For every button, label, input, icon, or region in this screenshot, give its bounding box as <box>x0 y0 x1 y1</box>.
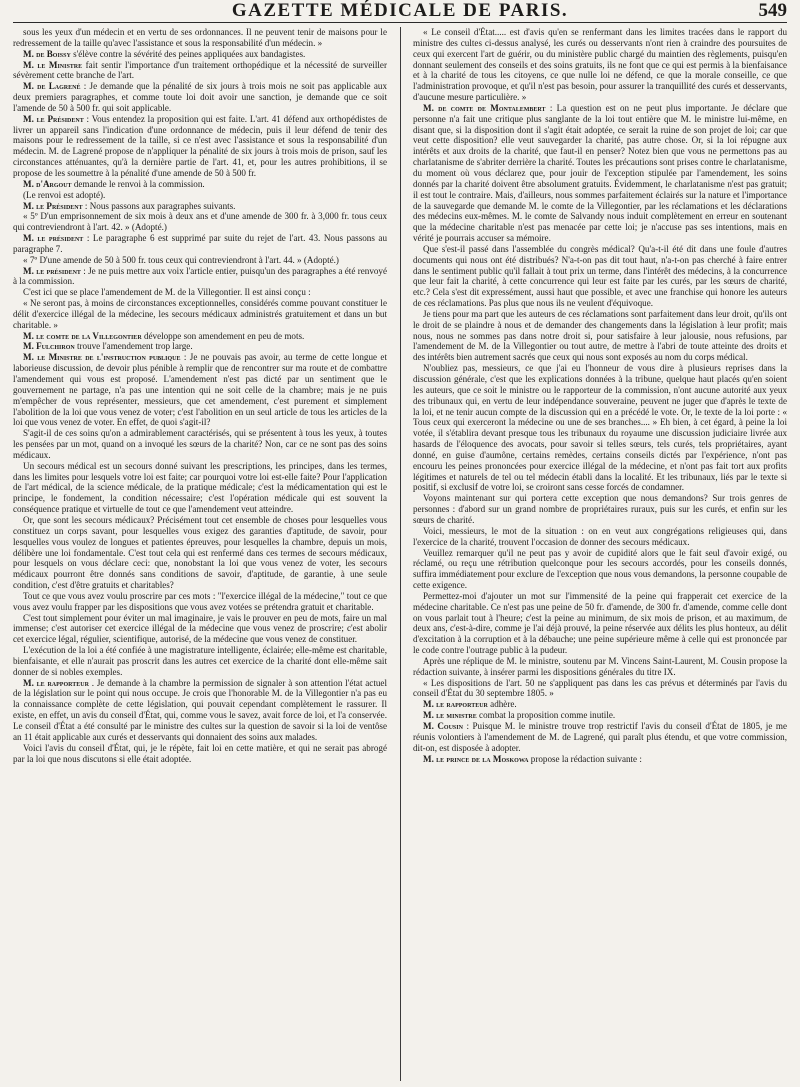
speaker-name: M. le Président <box>23 113 84 124</box>
paragraph-text: : Nous passons aux paragraphes suivants. <box>84 200 236 211</box>
paragraph-text: Veuillez remarquer qu'il ne peut pas y avoir de cupidité alors que le fait seul d'avoir exigé, ou réclamé, ou reçu une rétribution quelconque pour les secours accordés, pour les conseils donnés, suffira immédiatement pour exclure de l'exception que nous vous demandons, la personne coupable de cette exigence. <box>413 547 787 591</box>
paragraph <box>413 721 787 754</box>
paragraph <box>413 678 787 700</box>
column-divider <box>400 27 401 1081</box>
text-columns <box>13 27 787 1081</box>
paragraph-text: s'élève contre la sévérité des peines appliquées aux bandagistes. <box>73 48 306 59</box>
paragraph <box>13 678 387 743</box>
paragraph-text: Voici, messieurs, le mot de la situation : on en veut aux congrégations religieuses qui, dans l'exercice de la charité, trouvent l'occasion de donner des secours médicaux. <box>413 525 787 547</box>
paragraph-text: Permettez-moi d'ajouter un mot sur l'immensité de la peine qui frapperait cet exercice de la médecine charitable. Ce n'est pas une peine de 50 fr. d'amende, de 300 fr. d'amende, comme celle dont on vous parlait tout à l'heure; c'est la peine au minimum, de six mois de prison, et au maximum, de deux ans, c'est-à-dire, comme je l'ai déjà prouvé, la peine réservée aux délits les plus honteux, au délit d'excitation à la corruption et à la débauche; une peine supérieure même à celle qui est prononcée par le code contre l'outrage public à la pudeur. <box>413 590 787 656</box>
paragraph-text: Je tiens pour ma part que les auteurs de ces réclamations sont parfaitement dans leur droit, qu'ils ont le droit de se plaindre à nous et de demander des changements dans la législation à leur profit; mais nous, nous ne sommes pas dans notre droit si, pour satisfaire à leur jalousie, nous refusions, par l'amendement de M. de la Villegontier ou tout autre, de mettre à l'abri de toute atteinte des droits et des intérêts bien autrement sacrés que ceux qui nous sont exposés au nom du corps médical. <box>413 308 787 363</box>
paragraph-text: . Je demande à la chambre la permission de signaler à son attention l'état actuel de la législation sur le point qui nous occupe. Je crois que l'honorable M. de la Villegontier n'a pas eu la connaissance complète de cette législation, qui pouvait cependant complètement le rassurer. Il existe, en effet, un avis du conseil d'État, qui, comme vous le savez, avait force de loi, et l'a conservée. Le conseil d'État a été consulté par le ministre des cultes sur la question de savoir si la loi de ventôse an 11 était applicable aux curés et desservants qui donnaient des soins aux malades. <box>13 677 387 742</box>
paragraph-text: « Les dispositions de l'art. 50 ne s'appliquent pas dans les cas prévus et déterminés par l'avis du conseil d'État du 30 septembre 1805. » <box>413 677 787 699</box>
paragraph <box>13 298 387 331</box>
paragraph <box>13 201 387 212</box>
paragraph-text: Voici l'avis du conseil d'État, qui, je le répète, fait loi en cette matière, et qui ne serait pas abrogé par la loi que nous discutons si elle était adoptée. <box>13 742 387 764</box>
page-number: 549 <box>758 0 787 21</box>
paragraph <box>413 244 787 309</box>
left-column <box>13 27 387 1081</box>
paragraph <box>13 613 387 646</box>
paragraph <box>413 656 787 678</box>
paragraph-text: Voyons maintenant sur qui portera cette exception que nous demandons? Sur trois genres de personnes : d'abord sur un grand nombre de propriétaires ruraux, puis sur les curés, et enfin sur les sœurs de charité. <box>413 493 787 525</box>
paragraph <box>413 309 787 363</box>
paragraph <box>13 743 387 765</box>
paragraph <box>13 461 387 515</box>
paragraph-text: : Le paragraphe 6 est supprimé par suite du rejet de l'art. 43. Nous passons au paragraphe 7. <box>13 233 387 254</box>
page-header <box>13 0 787 23</box>
paragraph-text: Un secours médical est un secours donné suivant les prescriptions, les principes, dans les termes, dans les limites pour lesquels votre loi est faite; car pourquoi votre loi est-elle faite? Pour l'application de l'art médical, de la science médicale, de la pratique médicale; c'est la médicamentation qui est le principe, le fondement, la condition nécessaire; c'est l'opération médicale qui est souvent la conséquence pratique et virtuelle de tout ce que l'amendement veut atteindre. <box>13 460 387 515</box>
paragraph-text: L'exécution de la loi a été confiée à une magistrature intelligente, éclairée; elle-même est charitable, bienfaisante, et elle n'aurait pas proscrit dans les autres cet exercice de la charité dont elle-même sait donner de si nobles exemples. <box>13 645 387 677</box>
paragraph-text: sous les yeux d'un médecin et en vertu de ses ordonnances. Il ne peuvent tenir de maisons pour le redressement de la taille qu'avec l'assistance et sous la responsabilité d'un médecin. » <box>13 27 387 48</box>
paragraph <box>413 103 787 244</box>
paragraph <box>413 699 787 710</box>
journal-title: GAZETTE MÉDICALE DE PARIS. <box>231 0 569 21</box>
speaker-name: M. le prince de la Moskowa <box>423 753 529 764</box>
paragraph <box>413 493 787 526</box>
paragraph-text: : Je demande que la pénalité de six jours à trois mois ne soit pas applicable aux deux premiers paragraphes, et comme toute loi doit avoir une sanction, je demande que ce soit l'amende de 50 à 500 fr. qui soit applicable. <box>13 81 387 113</box>
paragraph <box>13 255 387 266</box>
paragraph-text: N'oubliez pas, messieurs, ce que j'ai eu l'honneur de vous dire à plusieurs reprises dans la discussion générale, c'est que les explications données à la tribune, quelque haut placés qu'en soient les auteurs, que ce soit le ministre ou le rapporteur de la commission, n'ont aucune autorité aux yeux des tribunaux qui, en vertu de leur indépendance souveraine, peuvent ne juger que d'après le texte de la loi, et ne tenir aucun compte de la discussion qui en a précédé le vote. Or, le texte de la loi porte : « Tous ceux qui exerceront la médecine ou une de ses branches.... » Eh bien, à cet égard, à peine la loi votée, il s'établira devant presque tous les tribunaux du royaume une discussion judiciaire livrée aux hasards de l'éloquence des avocats, pour savoir si telles sœurs, tels curés, tels propriétaires, ayant donné, en guise d'aumône, certains remèdes, certains conseils dictés par l'expérience, n'ont pas encouru les peines prononcées pour exercice illégal de la médecine, et n'ont pas fait tort aux profits légitimes et naturels de tel ou tel médecin établi dans la localité. Et les tribunaux, liés par le texte si positif, si exclusif de votre loi, se croiront sans cesse forcés de condamner. <box>413 363 787 493</box>
paragraph-text: trouve l'amendement trop large. <box>76 341 193 352</box>
paragraph <box>413 27 787 103</box>
speaker-name: M. de Boissy <box>23 48 71 59</box>
right-column <box>413 27 787 1081</box>
paragraph-text: « Ne seront pas, à moins de circonstances exceptionnelles, considérés comme pouvant constituer le délit d'exercice illégal de la médecine, les secours médicaux administrés gratuitement et dans un but charitable. » <box>13 298 387 330</box>
paragraph <box>13 233 387 255</box>
paragraph <box>13 60 387 82</box>
paragraph <box>13 352 387 428</box>
paragraph <box>13 27 387 49</box>
paragraph-text: : Je ne pouvais pas avoir, au terme de cette longue et laborieuse discussion, de devoir plus pénible à remplir que de rencontrer sur ma route et de combattre l'amendement qui vous est proposé. L'amendement n'est pas dicté par un sentiment que le gouvernement ne partage, n'a pas une intention qui ne soit celle de la chambre; mais je ne puis m'empêcher de vous représenter, messieurs, que cet amendement, c'est purement et simplement l'abolition de la loi que vous venez de voter; c'est l'abolition en un seul article de tous les articles de la loi que vous venez de voter. En effet, de quoi s'agit-il? <box>13 352 387 428</box>
paragraph-text: demande le renvoi à la commission. <box>73 178 205 189</box>
paragraph <box>13 591 387 613</box>
paragraph-text: : Vous entendez la proposition qui est faite. L'art. 41 défend aux orthopédistes de livrer un appareil sans l'indication d'une ordonnance de médecin, puis il leur défend de tenir des maisons pour le redressement de la taille, si ce n'est avec l'assistance et sous la responsabilité d'un médecin. M. de Lagrené propose de n'appliquer la pénalité de six jours à trois mois de prison, sauf les circonstances atténuantes, qu'à la dernière partie de l'art. 41, et, pour les autres prohibitions, il se propose de les soumettre à la pénalité d'une amende de 50 à 500 fr. <box>13 113 387 178</box>
speaker-name: M. de Lagrené <box>23 81 81 92</box>
paragraph <box>13 287 387 298</box>
paragraph <box>13 179 387 190</box>
paragraph <box>13 428 387 461</box>
paragraph-text: C'est ici que se place l'amendement de M. de la Villegontier. Il est ainsi conçu : <box>23 287 311 298</box>
paragraph-text: : Puisque M. le ministre trouve trop restrictif l'avis du conseil d'État de 1805, je me réunis volontiers à l'amendement de M. de Lagrené, qui paraît plus étendu, et que votre commission, dit-on, est disposée à adopter. <box>413 721 787 753</box>
speaker-name: M. le rapporteur <box>423 699 488 710</box>
paragraph-text: « Le conseil d'État..... est d'avis qu'en se renfermant dans les limites tracées dans le rapport du ministre des cultes ci-dessus analysé, les curés ou desservants n'ont rien à craindre des poursuites de ceux qui exercent l'art de guérir, ou du ministère public chargé du maintien des règlements, puisqu'en donnant seulement des conseils et des soins gratuits, ils ne font que ce qui est permis à la bienfaisance et à la charité de tous les citoyens, ce que nulle loi ne défend, ce que la morale conseille, ce que l'administration provoque, et qu'il n'est pas besoin, pour assurer la tranquillité des curés et desservants, d'aucune mesure particulière. » <box>413 27 787 103</box>
speaker-name: M. le Ministre <box>23 59 83 70</box>
paragraph-text: : Je ne puis mettre aux voix l'article entier, puisqu'un des paragraphes a été renvoyé à la commission. <box>13 265 387 287</box>
paragraph <box>13 645 387 678</box>
speaker-name: M. le comte de la Villegontier <box>23 330 142 341</box>
paragraph-text: C'est tout simplement pour éviter un mal imaginaire, je vais le prouver en peu de mots, faire un mal immense; c'est autoriser cet exercice illégal de la médecine que vous venez de proscrire; c'est abolir cet exercice légal, régulier, scientifique, autorisé, de la médecine que vous venez de constituer. <box>13 612 387 645</box>
paragraph <box>413 591 787 656</box>
paragraph <box>413 548 787 591</box>
paragraph-text: « 7º D'une amende de 50 à 500 fr. tous ceux qui contreviendront à l'art. 44. » (Adopté.) <box>23 254 339 265</box>
speaker-name: M. le ministre <box>423 710 477 721</box>
paragraph-text: Tout ce que vous avez voulu proscrire par ces mots : "l'exercice illégal de la médecine," tout ce que vous avez voulu frapper par les dispositions que vous avez votées se prétendra gratuit et charitable. <box>13 590 387 612</box>
paragraph-text: développe son amendement en peu de mots. <box>143 330 305 341</box>
paragraph-text: : La question est on ne peut plus importante. Je déclare que personne n'a fait une critique plus sanglante de la loi tout entière que M. le ministre lui-même, en disant que, si la disposition dont il s'agit était adoptée, ce serait la ruine de son projet de loi; car que veut cette disposition? elle veut sauvegarder la charité, pas autre chose. Or, si la loi répugne aux intérêts et aux droits de la charité, que faut-il en penser? Notez bien que vous ne permettons pas au charlatanisme de s'abriter derrière la charité. Toutes les précautions sont prises contre le charlatanisme, du moment où vous déclarez que, pour jouir de l'exception stipulée par l'amendement, les soins donnés par la charité doivent être absolument gratuits. Évidemment, le charlatanisme n'est pas gratuit; il est tout le contraire. Mais, d'ailleurs, nous sommes parfaitement éclairés sur la nature et l'importance de la sauvegarde que demande M. le comte de la Villegontier, par les réclamations et les déclarations des médecins eux-mêmes. M. le comte de Salvandy nous induit complètement en erreur en soutenant que la médecine charitable n'est pas menacée par cette loi; je n'accuse pas ses intentions, mais en vérité je pourrais accuser sa mémoire. <box>413 102 787 244</box>
paragraph <box>13 515 387 591</box>
paragraph-text: Que s'est-il passé dans l'assemblée du congrès médical? Qu'a-t-il été dit dans une foule d'autres documents qui nous ont été distribués? N'a-t-on pas dit tout haut, n'a-t-on pas cherché à faire entrer dans le sentiment public qu'il fallait à tout prix un terme, dans l'intérêt des médecins, à la concurrence que leur fait la charité, à cette concurrence qui leur est faite par les curés, par les sœurs de charité, etc.? Cela s'est dit expressément, aussi haut que possible, et avec une franchise qui honore les auteurs de ces réclamations. Pas plus que nous ils ne veulent d'équivoque. <box>413 243 787 309</box>
paragraph-text: Or, que sont les secours médicaux? Précisément tout cet ensemble de choses pour lesquelles vous constituez un corps savant, pour lesquelles vous exigez des garanties d'aptitude, de savoir, pour lesquelles vous voulez de longues et patientes épreuves, pour lesquelles la chambre, depuis un mois, délibère une loi fondamentale. C'est tout cela qui est renfermé dans ces termes de secours médicaux, pour lesquels on vous déclare ceci: que, nonobstant la loi que vous venez de voter, les secours médicaux pourront être donnés sans conditions de savoir, d'aptitude, de garantie, à une seule condition, c'est d'être gratuits et charitables? <box>13 514 387 591</box>
paragraph <box>13 49 387 60</box>
paragraph <box>13 331 387 342</box>
speaker-name: M. Fulchiron <box>23 341 75 352</box>
paragraph <box>13 341 387 352</box>
speaker-name: M. le rapporteur <box>23 677 89 688</box>
paragraph <box>13 81 387 114</box>
paragraph <box>13 211 387 233</box>
paragraph-text: S'agit-il de ces soins qu'on a admirablement caractérisés, qui se présentent à tous les yeux, à toutes les pensées par un mot, quand on a invoqué les sœurs de la charité? Non, car ce ne sont pas des soins médicaux. <box>13 428 387 460</box>
speaker-name: M. le président <box>23 233 84 244</box>
paragraph <box>413 526 787 548</box>
paragraph <box>13 114 387 179</box>
paragraph-text: « 5º D'un emprisonnement de six mois à deux ans et d'une amende de 300 fr. à 3,000 fr. tous ceux qui contreviendront à l'art. 42. » (Adopté.) <box>13 211 387 233</box>
speaker-name: M. le Président <box>23 200 83 211</box>
paragraph-text: (Le renvoi est adopté). <box>23 189 106 200</box>
paragraph <box>413 363 787 493</box>
paragraph <box>13 190 387 201</box>
paragraph <box>13 266 387 288</box>
speaker-name: M. le Ministre de l'instruction publique <box>23 352 181 363</box>
paragraph <box>413 754 787 765</box>
speaker-name: M. le président <box>23 265 81 276</box>
paragraph <box>413 710 787 721</box>
paragraph-text: fait sentir l'importance d'un traitement orthopédique et la nécessité de surveiller sévèrement cette branche de l'art. <box>13 59 387 81</box>
speaker-name: M. de comte de Montalembert <box>423 102 546 113</box>
paragraph-text: combat la proposition comme inutile. <box>479 710 616 721</box>
speaker-name: M. d'Argout <box>23 178 72 189</box>
speaker-name: M. Cousin <box>423 721 463 731</box>
paragraph-text: adhère. <box>490 699 517 710</box>
paragraph-text: propose la rédaction suivante : <box>530 753 642 764</box>
paragraph-text: Après une réplique de M. le ministre, soutenu par M. Vincens Saint-Laurent, M. Cousin propose la rédaction suivante, à insérer parmi les dispositions générales du titre IX. <box>413 655 787 677</box>
